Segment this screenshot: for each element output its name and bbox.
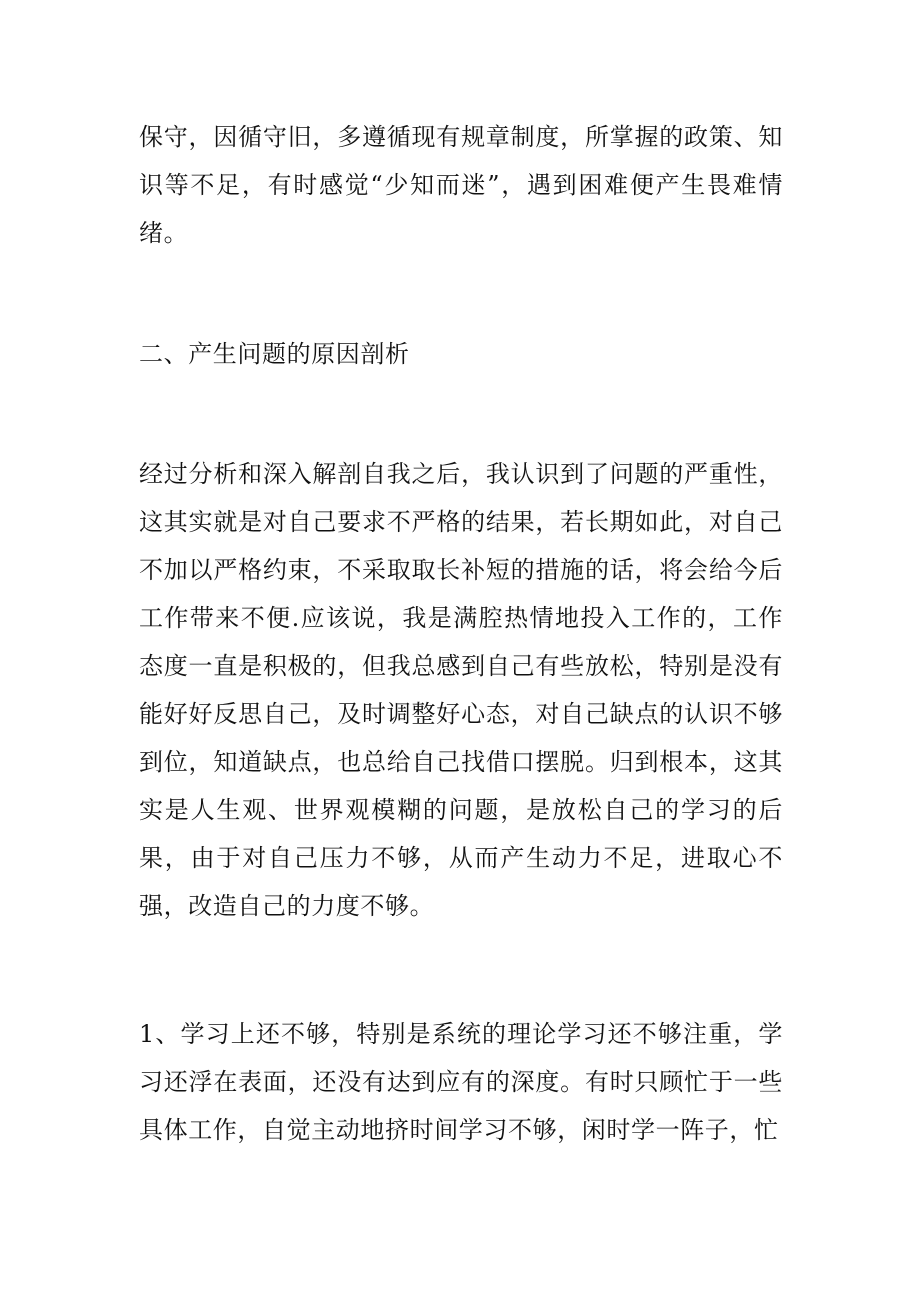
paragraph-item-1-study: 1、学习上还不够，特别是系统的理论学习还不够注重，学习还浮在表面，还没有达到应有的深度。有时只顾忙于一些具体工作，自觉主动地挤时间学习不够，闲时学一阵子，忙	[139, 1020, 783, 1144]
paragraph-intro-continuation: 保守，因循守旧，多遵循现有规章制度，所掌握的政策、知识等不足，有时感觉“少知而迷”，遇到困难便产生畏难情绪。	[139, 123, 783, 247]
paragraph-self-analysis: 经过分析和深入解剖自我之后，我认识到了问题的严重性，这其实就是对自己要求不严格的结果，若长期如此，对自己不加以严格约束，不采取取长补短的措施的话，将会给今后工作带来不便.应该说，我是满腔热情地投入工作的，工作态度一直是积极的，但我总感到自己有些放松，特别是没有能好好反思自己，及时调整好心态，对自己缺点的认识不够到位，知道缺点，也总给自己找借口摆脱。归到根本，这其实是人生观、世界观模糊的问题，是放松自己的学习的后果，由于对自己压力不够，从而产生动力不足，进取心不强，改造自己的力度不够。	[139, 460, 783, 920]
section-heading-cause-analysis: 二、产生问题的原因剖析	[139, 340, 410, 368]
